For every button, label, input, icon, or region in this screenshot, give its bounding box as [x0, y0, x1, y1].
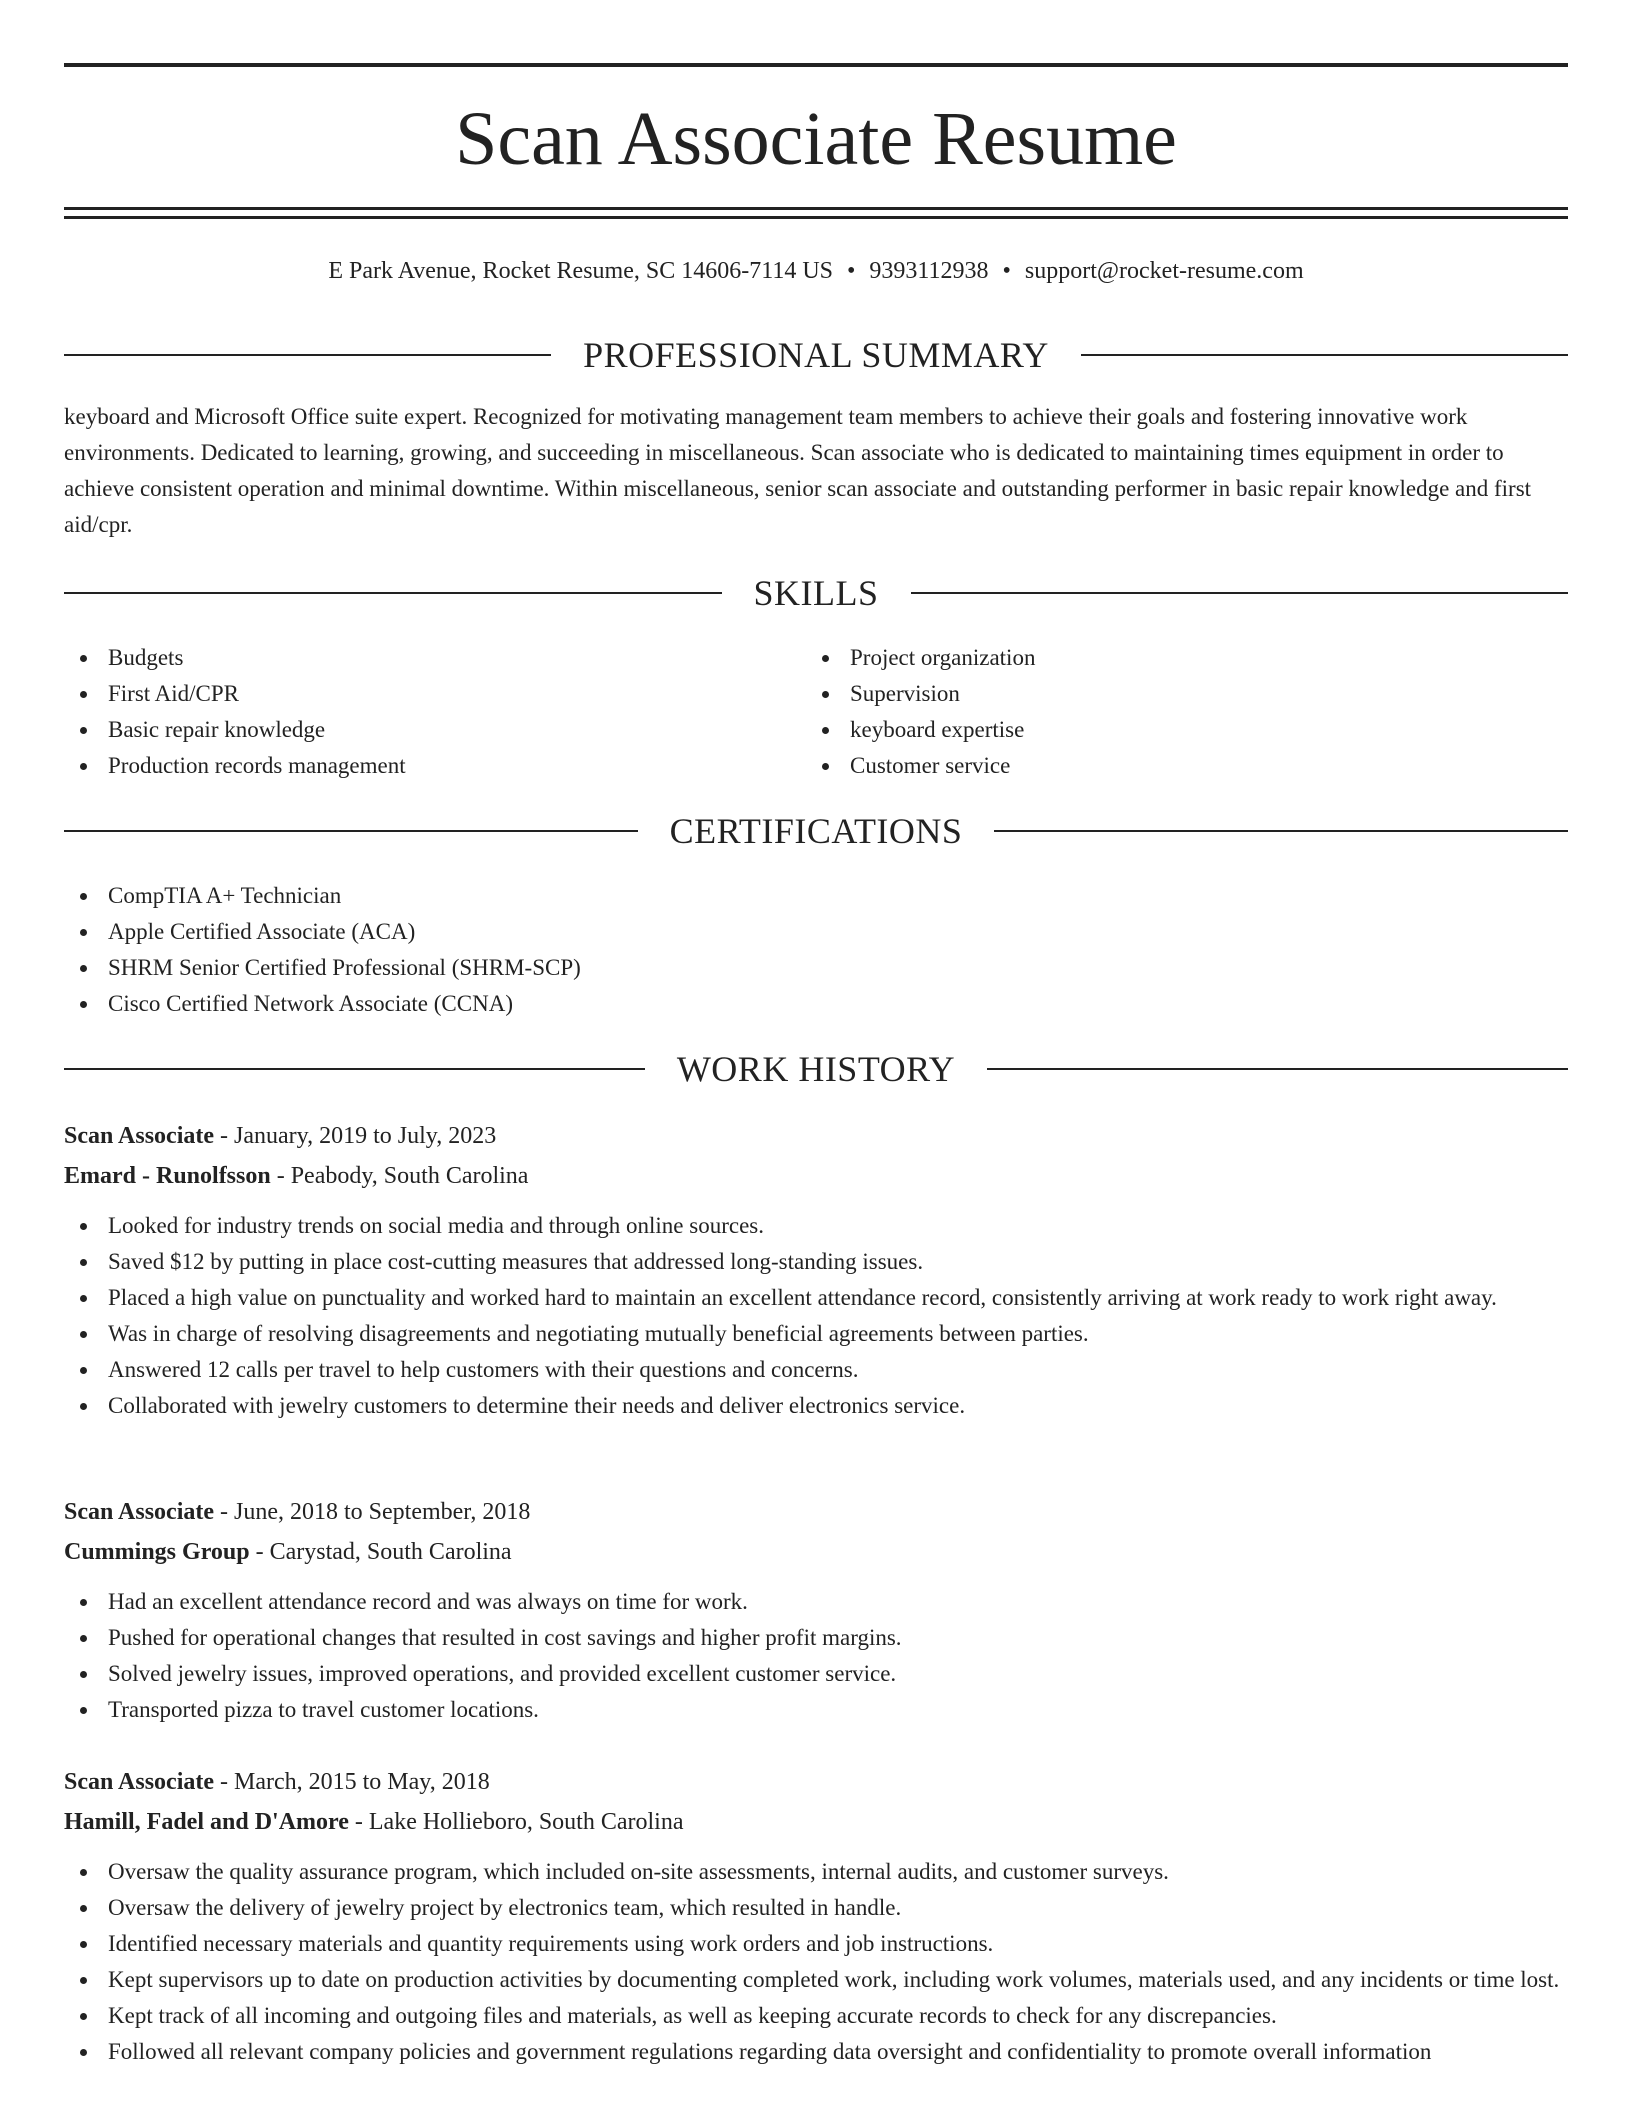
section-heading-certifications	[64, 809, 1568, 853]
job-dates: - March, 2015 to May, 2018	[214, 1769, 490, 1795]
contact-line	[64, 254, 1568, 288]
page-title: Scan Associate Resume	[455, 97, 1177, 181]
job-title-line	[64, 1762, 1568, 1802]
professional-summary-text: keyboard and Microsoft Office suite expert. Recognized for motivating management team members to achieve their goals and fostering innovative work environments. Dedicated to learning, growing, and succeeding in miscellaneous. Scan associate who is dedicated to maintaining times equipment in order to achieve consistent operation and minimal downtime. Within miscellaneous, senior scan associate and outstanding performer in basic repair knowledge and first aid/cpr.	[64, 404, 1532, 537]
contact-address: E Park Avenue, Rocket Resume, SC 14606-7114 US	[328, 258, 833, 284]
section-title: SKILLS	[753, 573, 879, 613]
skill-item: Customer service	[806, 748, 1506, 784]
job-duty: Oversaw the quality assurance program, which included on-site assessments, internal audits, and customer surveys.	[64, 1854, 1568, 1890]
job-duty: Solved jewelry issues, improved operations, and provided excellent customer service.	[64, 1656, 1568, 1692]
skill-item: Supervision	[806, 676, 1506, 712]
title-top-rule	[64, 63, 1568, 67]
title-bottom-rule-second	[64, 216, 1568, 219]
contact-separator: •	[1002, 258, 1011, 284]
job-duties-list	[64, 1208, 1568, 1424]
job-location: - Carystad, South Carolina	[249, 1539, 512, 1565]
section-rule	[64, 830, 638, 832]
job-dates: - January, 2019 to July, 2023	[214, 1123, 497, 1149]
job-duties-list	[64, 1854, 1568, 2070]
section-rule	[994, 830, 1568, 832]
job-role: Scan Associate	[64, 1499, 214, 1525]
job-duty: Collaborated with jewelry customers to determine their needs and deliver electronics service.	[64, 1388, 1568, 1424]
job-duty: Kept supervisors up to date on production activities by documenting completed work, including work volumes, materials used, and any incidents or time lost.	[64, 1962, 1568, 1998]
section-rule	[64, 354, 551, 356]
section-heading-work-history	[64, 1047, 1568, 1091]
job-duty: Saved $12 by putting in place cost-cutting measures that addressed long-standing issues.	[64, 1244, 1568, 1280]
job-entry	[64, 1492, 1568, 1728]
section-title: WORK HISTORY	[676, 1049, 956, 1089]
job-role: Scan Associate	[64, 1123, 214, 1149]
contact-email: support@rocket-resume.com	[1024, 258, 1304, 284]
job-duty: Answered 12 calls per travel to help customers with their questions and concerns.	[64, 1352, 1568, 1388]
contact-phone: 9393112938	[869, 258, 989, 284]
certification-item: Apple Certified Associate (ACA)	[64, 914, 1064, 950]
job-duty: Was in charge of resolving disagreements and negotiating mutually beneficial agreements between parties.	[64, 1316, 1568, 1352]
job-title-line	[64, 1116, 1568, 1156]
job-duty: Kept track of all incoming and outgoing files and materials, as well as keeping accurate records to check for any discrepancies.	[64, 1998, 1568, 2034]
job-duty: Followed all relevant company policies and government regulations regarding data oversight and confidentiality to promote overall information	[64, 2034, 1568, 2070]
job-company-line	[64, 1532, 1568, 1572]
section-rule	[911, 592, 1569, 594]
job-duty: Had an excellent attendance record and was always on time for work.	[64, 1584, 1568, 1620]
certification-item: CompTIA A+ Technician	[64, 878, 1064, 914]
job-location: - Lake Hollieboro, South Carolina	[348, 1809, 684, 1835]
certifications-list	[64, 878, 1064, 1022]
skill-item: keyboard expertise	[806, 712, 1506, 748]
skill-item: First Aid/CPR	[64, 676, 764, 712]
section-rule	[987, 1068, 1568, 1070]
contact-separator: •	[847, 258, 856, 284]
section-rule	[64, 1068, 645, 1070]
skill-item: Production records management	[64, 748, 764, 784]
job-duty: Transported pizza to travel customer locations.	[64, 1692, 1568, 1728]
job-duty: Looked for industry trends on social media and through online sources.	[64, 1208, 1568, 1244]
section-rule	[64, 592, 722, 594]
job-duty: Placed a high value on punctuality and worked hard to maintain an excellent attendance record, consistently arriving at work ready to work right away.	[64, 1280, 1568, 1316]
skill-item: Budgets	[64, 640, 764, 676]
job-duty: Pushed for operational changes that resulted in cost savings and higher profit margins.	[64, 1620, 1568, 1656]
skills-list-right	[806, 640, 1506, 784]
skill-item: Project organization	[806, 640, 1506, 676]
section-rule	[1081, 354, 1568, 356]
job-company: Emard - Runolfsson	[64, 1163, 271, 1189]
section-title: CERTIFICATIONS	[669, 811, 963, 851]
section-heading-skills	[64, 571, 1568, 615]
job-company: Hamill, Fadel and D'Amore	[64, 1809, 349, 1835]
section-title: PROFESSIONAL SUMMARY	[583, 335, 1049, 375]
job-duties-list	[64, 1584, 1568, 1728]
job-dates: - June, 2018 to September, 2018	[214, 1499, 531, 1525]
job-title-line	[64, 1492, 1568, 1532]
certification-item: Cisco Certified Network Associate (CCNA)	[64, 986, 1064, 1022]
job-duty: Oversaw the delivery of jewelry project by electronics team, which resulted in handle.	[64, 1890, 1568, 1926]
skill-item: Basic repair knowledge	[64, 712, 764, 748]
job-duty: Identified necessary materials and quantity requirements using work orders and job instructions.	[64, 1926, 1568, 1962]
job-company: Cummings Group	[64, 1539, 250, 1565]
job-role: Scan Associate	[64, 1769, 214, 1795]
job-entry	[64, 1762, 1568, 2070]
certification-item: SHRM Senior Certified Professional (SHRM-SCP)	[64, 950, 1064, 986]
title-bottom-rule	[64, 207, 1568, 210]
job-company-line	[64, 1802, 1568, 1842]
job-entry	[64, 1116, 1568, 1424]
section-heading-summary	[64, 333, 1568, 377]
skills-list-left	[64, 640, 764, 784]
job-location: - Peabody, South Carolina	[270, 1163, 529, 1189]
job-company-line	[64, 1156, 1568, 1196]
